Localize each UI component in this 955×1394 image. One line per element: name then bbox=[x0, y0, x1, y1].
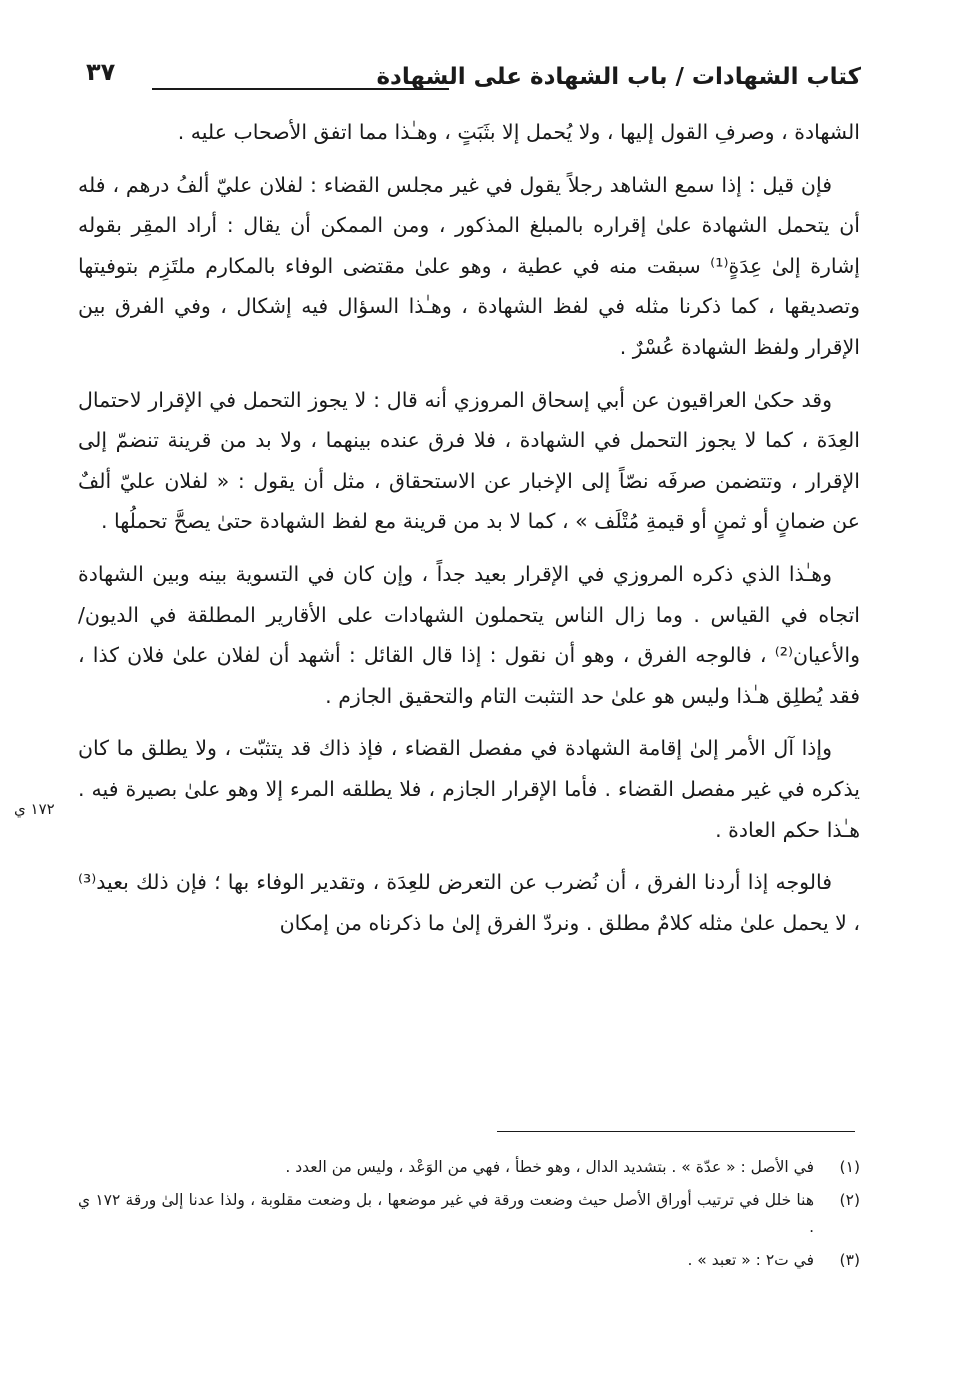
paragraph: الشهادة ، وصرفِ القول إليها ، ولا يُحمل إلا بثَبَتٍ ، وهـٰذا مما اتفق الأصحاب عليه . bbox=[177, 120, 860, 144]
paragraph: فإن قيل : إذا سمع الشاهد رجلاً يقول في غير مجلس القضاء : لفلان عليّ ألفُ درهم ، فله أن يتحمل الشهادة علىٰ إقراره بالمبلغ المذكور ، ومن الممكن أن يقال : أراد المقِر بقوله إشارة إلىٰ عِدَةٍ⁽¹⁾ سبقت منه في عطية ، وهو علىٰ مقتضى الوفاء بالمكارم ملتَزِم بتوفيتها وتصديقها ، كما ذكرنا مثله في لفظ الشهادة ، وهـٰذا السؤال فيه إشكال ، وفي الفرق بين الإقرار ولفظ الشهادة عُسْرٌ . bbox=[78, 172, 860, 359]
footnote-number: (١) bbox=[839, 1158, 860, 1176]
header-rule bbox=[152, 88, 449, 90]
footnote-number: (٣) bbox=[839, 1251, 860, 1269]
footnote bbox=[78, 1247, 860, 1274]
footnote-separator bbox=[497, 1131, 855, 1132]
footnotes bbox=[78, 1154, 860, 1280]
main-text bbox=[78, 112, 860, 955]
footnote bbox=[78, 1154, 860, 1181]
running-header bbox=[86, 58, 861, 98]
footnote-text: في الأصل : « عدّة » . بتشديد الدال ، وهو خطأ ، فهي من الوَعْد ، وليس من العدد . bbox=[285, 1158, 814, 1176]
paragraph: فالوجه إذا أردنا الفرق ، أن نُضرب عن التعرض للعِدَة ، وتقدير الوفاء بها ؛ فإن ذلك بعيد⁽³⁾ ، لا يحمل علىٰ مثله كلامٌ مطلق . ونردّ الفرق إلىٰ ما ذكرناه من إمكان bbox=[78, 870, 860, 935]
footnote bbox=[78, 1187, 860, 1241]
margin-folio-note: ١٧٢ ي bbox=[14, 800, 55, 818]
paragraph: وقد حكىٰ العراقيون عن أبي إسحاق المروزي أنه قال : لا يجوز التحمل في الإقرار لاحتمال العِدَة ، كما لا يجوز التحمل في الشهادة ، فلا فرق عنده بينهما ، ولا بد من قرينة تنضمّ إلى الإقرار ، وتتضمن صرفَه نصّاً إلى الإخبار عن الاستحقاق ، مثل أن يقول : « لفلان عليّ ألفٌ عن ضمانٍ أو ثمنٍ أو قيمةِ مُتْلَف » ، كما لا بد من قرينة مع لفظ الشهادة حتىٰ يصحَّ تحملُها . bbox=[78, 387, 860, 534]
page-number: ٣٧ bbox=[86, 58, 116, 86]
footnote-text: هنا خلل في ترتيب أوراق الأصل حيث وضعت ورقة في غير موضعها ، بل وضعت مقلوبة ، ولذا عدنا إلىٰ ورقة ١٧٢ ي . bbox=[78, 1191, 814, 1236]
header-title: كتاب الشهادات / باب الشهادة على الشهادة bbox=[376, 64, 861, 90]
footnote-text: في ت٢ : « تعبد » . bbox=[687, 1251, 814, 1269]
footnote-number: (٢) bbox=[839, 1191, 860, 1209]
paragraph: وإذا آل الأمر إلىٰ إقامة الشهادة في مفصل القضاء ، فإذ ذاك قد يتثبّت ، ولا يطلق ما كان يذكره في غير مفصل القضاء . فأما الإقرار الجازم ، فلا يطلقه المرء إلا وهو علىٰ بصيرة فيه . هـٰذا حكم العادة . bbox=[78, 736, 860, 842]
paragraph: وهـٰذا الذي ذكره المروزي في الإقرار بعيد جداً ، وإن كان في التسوية بينه وبين الشهادة اتجاه في القياس . وما زال الناس يتحملون الشهادات على الأقارير المطلقة في الديون/ والأعيان⁽²⁾ ، فالوجه الفرق ، وهو أن نقول : إذا قال القائل : أشهد أن لفلان علىٰ فلان كذا ، فقد يُطلِق هـٰذا وليس هو علىٰ حد التثبت التام والتحقيق الجازم . bbox=[78, 561, 860, 708]
